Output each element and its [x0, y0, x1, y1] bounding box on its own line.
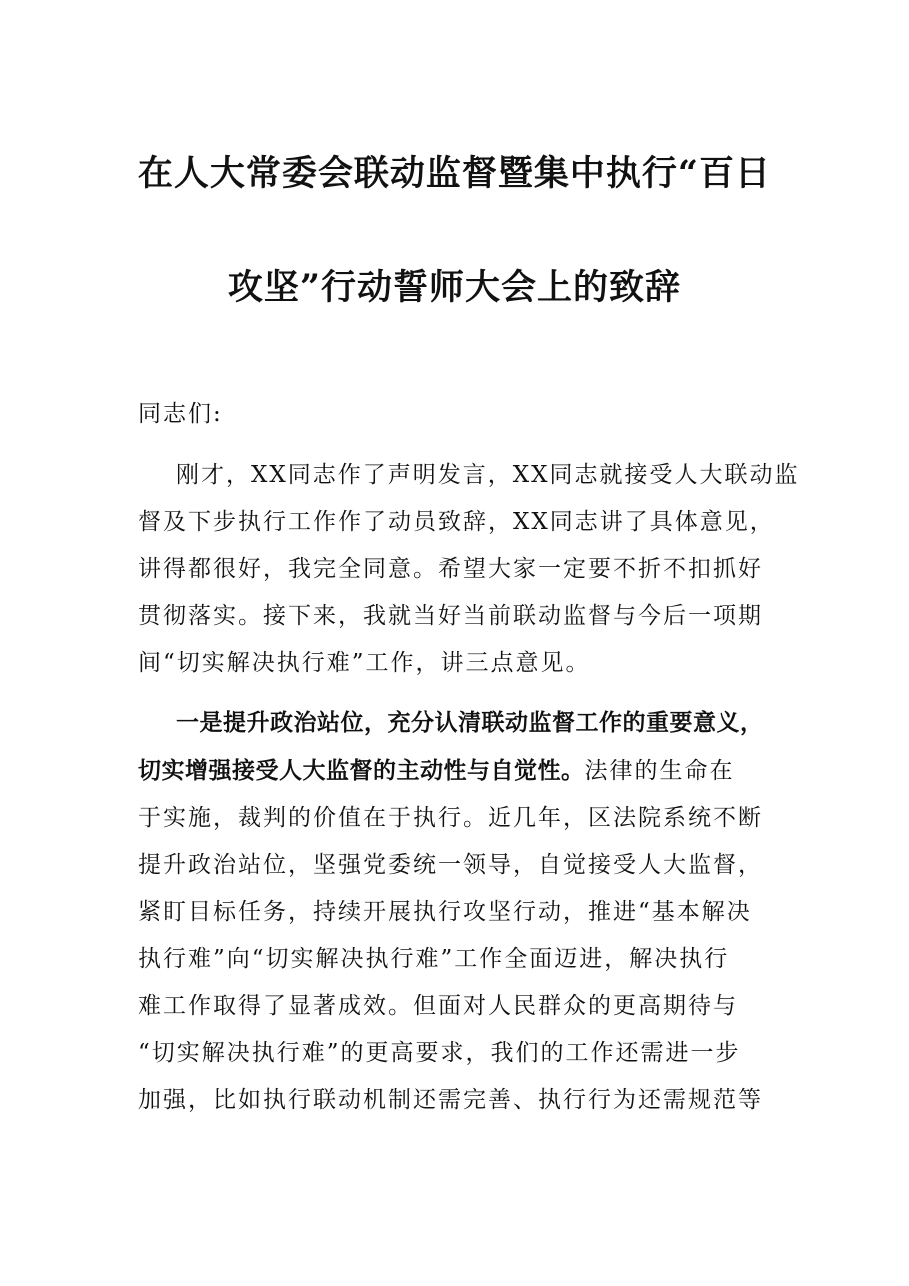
paragraph-2-heading-line-2: 切实增强接受人大监督的主动性与自觉性。 [138, 757, 585, 784]
paragraph-2-line-2-rest: 法律的生命在 [584, 758, 735, 784]
paragraph-2-line-4: 提升政治站位，坚强党委统一领导，自觉接受人大监督， [138, 852, 763, 878]
paragraph-2-line-8: “切实解决执行难”的更高要求，我们的工作还需进一步 [138, 1040, 741, 1066]
paragraph-1-line-1: 刚才，XX同志作了声明发言，XX同志就接受人大联动监 [176, 462, 800, 488]
paragraph-1-line-4: 贯彻落实。接下来，我就当好当前联动监督与今后一项期 [138, 603, 763, 629]
paragraph-2-line-6: 执行难”向“切实解决执行难”工作全面迈进，解决执行 [138, 946, 730, 972]
paragraph-1-line-3: 讲得都很好，我完全同意。希望大家一定要不折不扣抓好 [138, 556, 763, 582]
paragraph-2-line-7: 难工作取得了显著成效。但面对人民群众的更高期待与 [138, 993, 738, 1019]
paragraph-2-line-3: 于实施，裁判的价值在于执行。近几年，区法院系统不断 [138, 805, 763, 831]
document-title-line-2: 攻坚”行动誓师大会上的致辞 [227, 267, 682, 308]
document-title-line-1: 在人大常委会联动监督暨集中执行“百日 [137, 153, 772, 194]
paragraph-1-line-5: 间“切实解决执行难”工作，讲三点意见。 [138, 650, 591, 676]
paragraph-2-line-9: 加强，比如执行联动机制还需完善、执行行为还需规范等 [138, 1087, 763, 1113]
paragraph-2-line-2 [138, 756, 788, 786]
paragraph-2-heading-line-1: 一是提升政治站位，充分认清联动监督工作的重要意义， [176, 709, 764, 736]
salutation: 同志们: [138, 401, 223, 427]
paragraph-2-line-5: 紧盯目标任务，持续开展执行攻坚行动，推进“基本解决 [138, 899, 752, 925]
paragraph-1-line-2: 督及下步执行工作作了动员致辞，XX同志讲了具体意见， [138, 509, 775, 535]
